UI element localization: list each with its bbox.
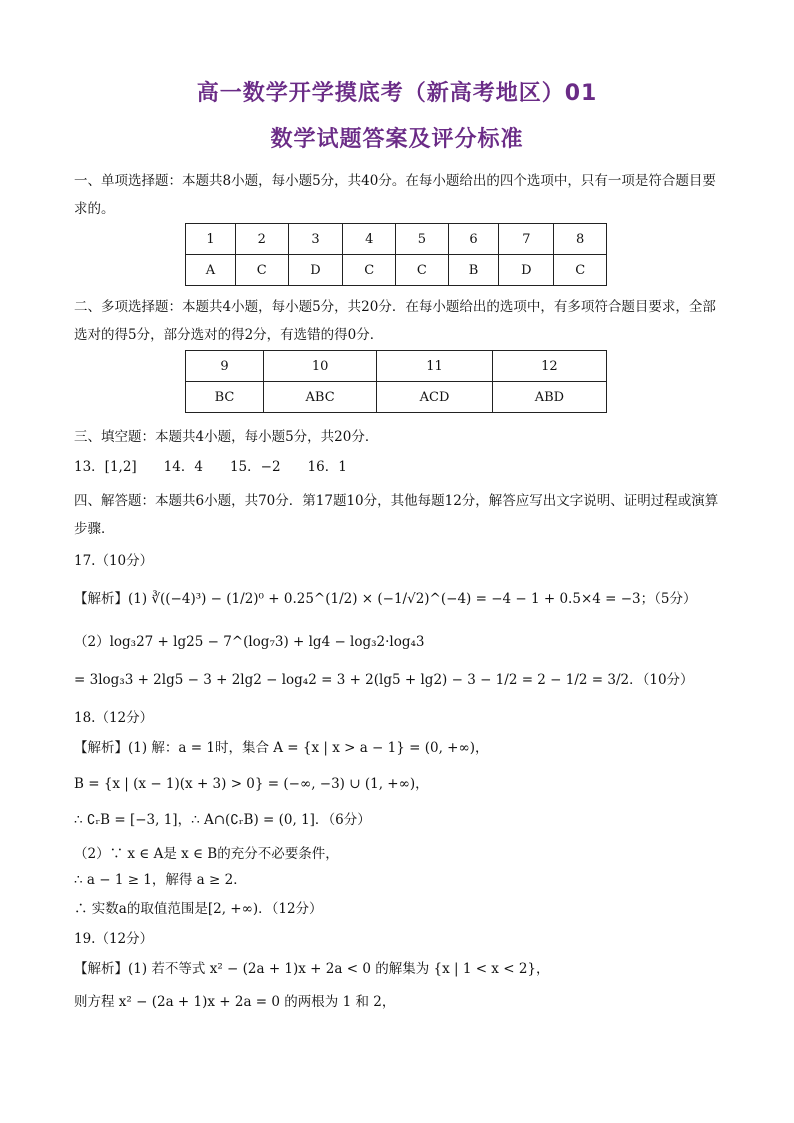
- q17-heading: 17.（10分）: [74, 553, 154, 569]
- table-cell: 3: [288, 224, 343, 255]
- q19-heading: 19.（12分）: [74, 931, 154, 947]
- table-cell: C: [343, 255, 396, 286]
- table-cell: 2: [235, 224, 288, 255]
- q18-line3: ∴ ∁ᵣB = [−3, 1]，∴ A∩(∁ᵣB) = (0, 1]．（6分）: [74, 812, 371, 828]
- section3-desc: 三、填空题：本题共4小题，每小题5分，共20分．: [74, 429, 379, 445]
- table-cell: B: [448, 255, 499, 286]
- q17-part2-result: = 3log₃3 + 2lg5 − 3 + 2lg2 − log₄2 = 3 + 2(lg5 + lg2) − 3 − 1/2 = 2 − 1/2 = 3/2．（10分）: [74, 672, 694, 688]
- table-cell: 12: [492, 351, 606, 382]
- page-title: 高一数学开学摸底考（新高考地区）01: [196, 81, 598, 106]
- q19-line1: 【解析】(1) 若不等式 x² − (2a + 1)x + 2a < 0 的解集为 {x | 1 < x < 2}，: [74, 961, 550, 977]
- table-cell: C: [554, 255, 607, 286]
- table-cell: ABC: [263, 382, 376, 413]
- table-cell: ACD: [377, 382, 493, 413]
- section2-desc: 二、多项选择题：本题共4小题，每小题5分，共20分．在每小题给出的选项中，有多项符合题目要求，全部选对的得5分，部分选对的得2分，有选错的得0分．: [74, 299, 716, 343]
- table-cell: 5: [396, 224, 449, 255]
- q17-part1: 【解析】(1) ∛((−4)³) − (1/2)⁰ + 0.25^(1/2) × (−1/√2)^(−4) = −4 − 1 + 0.5×4 = −3；（5分）: [74, 591, 697, 607]
- q18-heading: 18.（12分）: [74, 710, 154, 726]
- table-cell: C: [396, 255, 449, 286]
- section3-answers: 13．[1,2] 14．4 15．−2 16．1: [74, 459, 347, 475]
- section4-desc: 四、解答题：本题共6小题，共70分．第17题10分，其他每题12分，解答应写出文字说明、证明过程或演算步骤．: [74, 493, 719, 537]
- table-cell: 4: [343, 224, 396, 255]
- table-row: [186, 382, 607, 413]
- table-row: [186, 224, 607, 255]
- q19-line2: 则方程 x² − (2a + 1)x + 2a = 0 的两根为 1 和 2，: [74, 994, 396, 1010]
- table-cell: BC: [186, 382, 264, 413]
- table-cell: 6: [448, 224, 499, 255]
- table-cell: A: [186, 255, 236, 286]
- table-cell: 9: [186, 351, 264, 382]
- table-cell: 1: [186, 224, 236, 255]
- section1-desc: 一、单项选择题：本题共8小题，每小题5分，共40分。在每小题给出的四个选项中，只有一项是符合题目要求的。: [74, 173, 716, 217]
- table-cell: ABD: [492, 382, 606, 413]
- q18-line5: ∴ a − 1 ≥ 1，解得 a ≥ 2．: [74, 872, 247, 888]
- table-cell: D: [288, 255, 343, 286]
- q18-line4: （2）∵ x ∈ A是 x ∈ B的充分不必要条件，: [74, 846, 339, 862]
- table-row: [186, 351, 607, 382]
- section2-answer-table: [185, 350, 607, 413]
- table-cell: 11: [377, 351, 493, 382]
- table-cell: 10: [263, 351, 376, 382]
- table-row: [186, 255, 607, 286]
- q18-line1: 【解析】(1) 解：a = 1时，集合 A = {x | x > a − 1} = (0, +∞)，: [74, 740, 489, 756]
- table-cell: D: [499, 255, 554, 286]
- table-cell: C: [235, 255, 288, 286]
- page-subtitle: 数学试题答案及评分标准: [270, 127, 524, 152]
- q18-line6: ∴ 实数a的取值范围是[2, +∞)．（12分）: [74, 901, 323, 917]
- q18-line2: B = {x | (x − 1)(x + 3) > 0} = (−∞, −3) ∪ (1, +∞)，: [74, 776, 429, 792]
- q17-part2: （2）log₃27 + lg25 − 7^(log₇3) + lg4 − log₃2·log₄3: [74, 634, 425, 650]
- section1-answer-table: [185, 223, 607, 286]
- table-cell: 7: [499, 224, 554, 255]
- table-cell: 8: [554, 224, 607, 255]
